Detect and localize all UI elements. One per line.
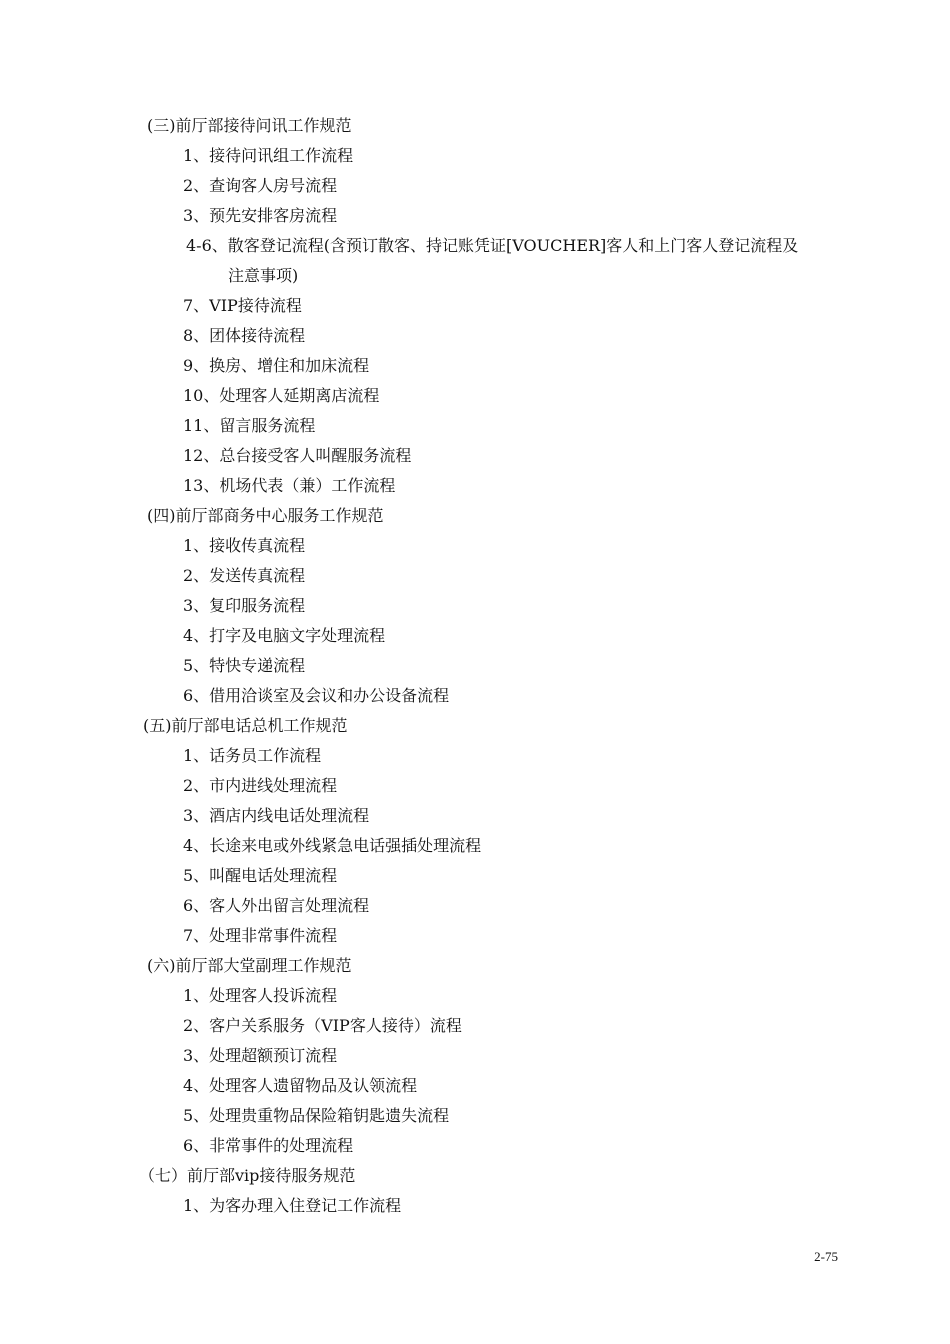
list-item: 2、客户关系服务（VIP客人接待）流程 [183, 1016, 462, 1035]
list-item: 1、接收传真流程 [183, 536, 306, 555]
list-item: 3、处理超额预订流程 [183, 1046, 338, 1065]
list-item: 4、打字及电脑文字处理流程 [183, 626, 386, 645]
section-heading: (六)前厅部大堂副理工作规范 [147, 956, 352, 975]
list-item: 5、特快专递流程 [183, 656, 306, 675]
list-item: 6、非常事件的处理流程 [183, 1136, 354, 1155]
list-item: 3、复印服务流程 [183, 596, 306, 615]
list-item: 11、留言服务流程 [183, 416, 316, 435]
list-item: 1、话务员工作流程 [183, 746, 322, 765]
list-item: 3、预先安排客房流程 [183, 206, 338, 225]
section-heading: (四)前厅部商务中心服务工作规范 [147, 506, 384, 525]
list-item: 5、处理贵重物品保险箱钥匙遗失流程 [183, 1106, 450, 1125]
list-item: 5、叫醒电话处理流程 [183, 866, 338, 885]
list-item: 1、为客办理入住登记工作流程 [183, 1196, 402, 1215]
list-item: 9、换房、增住和加床流程 [183, 356, 370, 375]
table-of-contents [0, 111, 950, 1221]
list-item: 8、团体接待流程 [183, 326, 306, 345]
section-heading: （七）前厅部vip接待服务规范 [139, 1166, 356, 1185]
section-heading: (五)前厅部电话总机工作规范 [143, 716, 348, 735]
list-item: 7、处理非常事件流程 [183, 926, 338, 945]
list-item: 2、市内进线处理流程 [183, 776, 338, 795]
list-item: 6、借用洽谈室及会议和办公设备流程 [183, 686, 450, 705]
list-item: 6、客人外出留言处理流程 [183, 896, 370, 915]
list-item: 13、机场代表（兼）工作流程 [183, 476, 396, 495]
list-item: 2、发送传真流程 [183, 566, 306, 585]
list-item: 2、查询客人房号流程 [183, 176, 338, 195]
section-heading: (三)前厅部接待问讯工作规范 [147, 116, 352, 135]
list-item: 1、接待问讯组工作流程 [183, 146, 354, 165]
list-item: 4-6、散客登记流程(含预订散客、持记账凭证[VOUCHER]客人和上门客人登记流程及 [186, 236, 799, 255]
list-item-continuation: 注意事项) [228, 266, 299, 285]
list-item: 3、酒店内线电话处理流程 [183, 806, 370, 825]
list-item: 4、处理客人遗留物品及认领流程 [183, 1076, 418, 1095]
list-item: 7、VIP接待流程 [183, 296, 302, 315]
list-item: 4、长途来电或外线紧急电话强插处理流程 [183, 836, 482, 855]
list-item: 1、处理客人投诉流程 [183, 986, 338, 1005]
page-number: 2-75 [814, 1249, 838, 1264]
list-item: 12、总台接受客人叫醒服务流程 [183, 446, 412, 465]
list-item: 10、处理客人延期离店流程 [183, 386, 380, 405]
